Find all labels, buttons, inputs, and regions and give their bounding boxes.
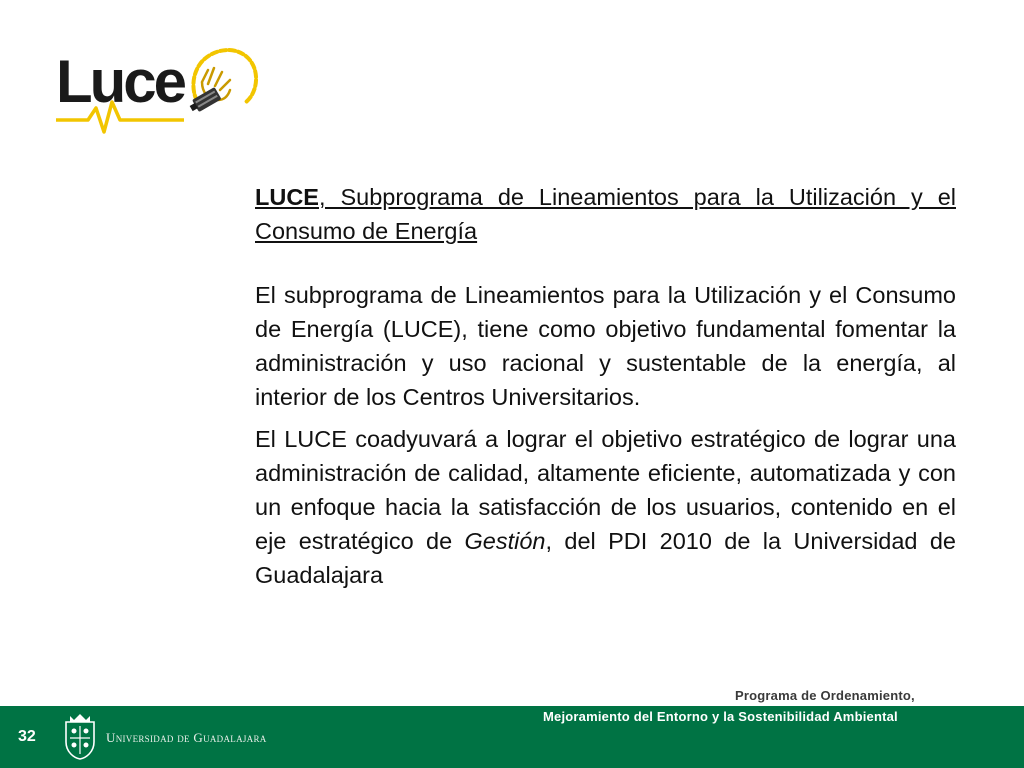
slide-heading	[255, 180, 956, 248]
university-seal-icon	[62, 712, 98, 760]
heading-rest: , Subprograma de Lineamientos para la Utilización y el Consumo de Energía	[255, 184, 956, 244]
logo-wordmark: Luce	[56, 48, 185, 115]
program-caption-line1: Programa de Ordenamiento,	[735, 688, 915, 703]
program-caption-line2: Mejoramiento del Entorno y la Sostenibilidad Ambiental	[543, 709, 898, 724]
paragraph-strategy-end: , del PDI 2010 de la Universidad de Guadalajara	[255, 528, 956, 588]
university-name: Universidad de Guadalajara	[106, 730, 267, 745]
paragraph-objective: El subprograma de Lineamientos para la Utilización y el Consumo de Energía (LUCE), tiene como objetivo fundamental fomentar la administración y uso racional y sustentable de la energía, al interior de los Centros Universitarios.	[255, 282, 956, 410]
paragraph-strategy	[255, 422, 956, 592]
heading-bold: LUCE	[255, 184, 319, 210]
paragraph-strategy-start: El LUCE coadyuvará a lograr el objetivo estratégico de lograr una administración de calidad, altamente eficiente, automatizada y con un enfoque hacia la satisfacción de los usuarios, contenido en el eje estratégico de	[255, 426, 956, 554]
slide-body	[255, 180, 956, 600]
paragraph-strategy-italic: Gestión	[464, 528, 546, 554]
luce-logo	[52, 38, 262, 143]
footer-bar	[0, 706, 1024, 768]
slide-number: 32	[18, 728, 36, 745]
